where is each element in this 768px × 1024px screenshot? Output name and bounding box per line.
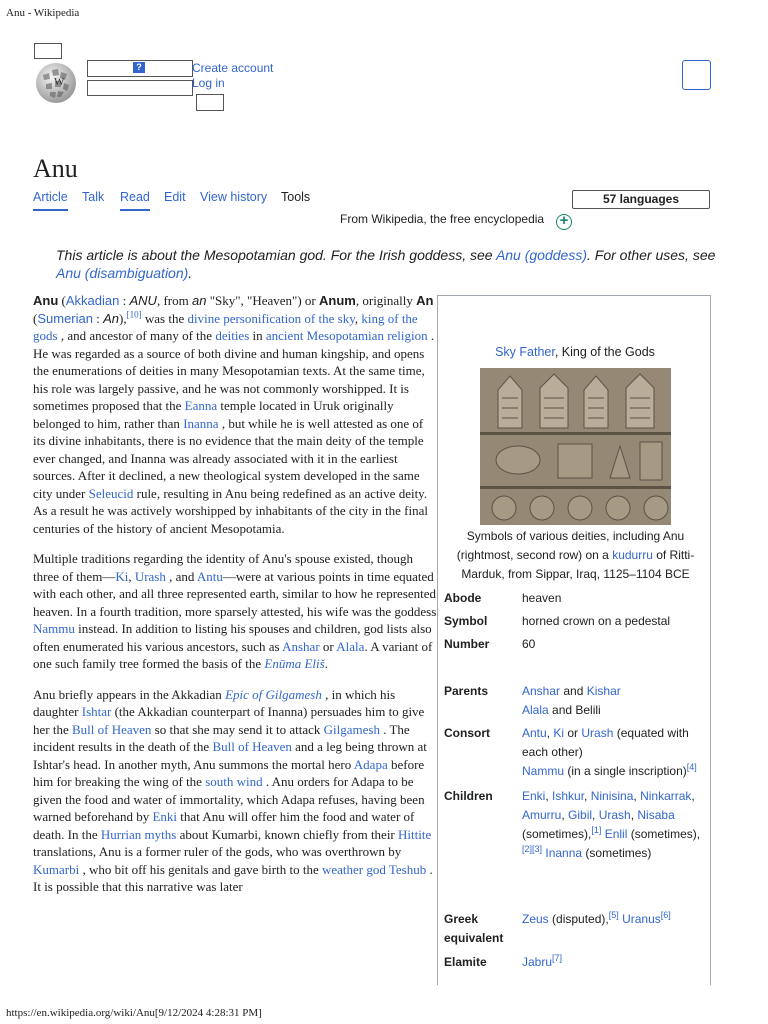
text: —were at various points in time equated with each other, and all three represented earth, similar to how he represented heaven. In a fourth tradition, more sparsely attested, his wife was the goddess: [33, 568, 437, 619]
text: . It is possible that this narrative was later: [33, 861, 433, 894]
infobox-subtitle: [438, 345, 712, 359]
text: and a leg being thrown at Ishtar's head. In another myth, Anu summons the mortal hero: [33, 739, 427, 772]
link-ki[interactable]: Ki: [553, 726, 565, 740]
text: Multiple traditions regarding the identity of Anu's spouse existed, though three of them—: [33, 551, 414, 584]
infobox-row-parents: [444, 682, 706, 722]
link-kumarbi[interactable]: Kumarbi: [33, 861, 80, 877]
text: Anu briefly appears in the Akkadian: [33, 686, 226, 702]
infobox: [437, 295, 711, 985]
link-bull-of-heaven[interactable]: Bull of Heaven: [71, 721, 152, 737]
text: , in which his daughter: [33, 686, 396, 719]
link-amurru[interactable]: Amurru: [522, 808, 562, 822]
infobox-label: Children: [444, 789, 493, 803]
main-menu-button[interactable]: [34, 43, 62, 59]
link-urash[interactable]: Urash: [134, 568, 166, 584]
text: (sometimes),: [522, 827, 592, 841]
text: (disputed),: [548, 912, 609, 926]
hatnote-text: .: [188, 265, 193, 281]
infobox-value: horned crown on a pedestal: [522, 614, 671, 628]
search-field[interactable]: [87, 80, 193, 96]
link-akkadian[interactable]: Akkadian: [65, 293, 120, 308]
link-enlil[interactable]: Enlil: [604, 827, 628, 841]
text: in: [249, 328, 266, 343]
infobox-value: [522, 953, 706, 972]
infobox-value: heaven: [522, 591, 562, 605]
link-religion[interactable]: ancient Mesopotamian religion: [265, 328, 428, 343]
infobox-value: [522, 682, 706, 720]
link-ki[interactable]: Ki: [115, 568, 129, 584]
kudurru-image[interactable]: [480, 368, 671, 525]
link-nisaba[interactable]: Nisaba: [637, 808, 675, 822]
search-icon[interactable]: ?: [133, 62, 145, 73]
page-title: Anu: [33, 154, 78, 183]
link-king-of-gods[interactable]: king of the gods: [33, 310, 418, 343]
link-antu[interactable]: Antu: [522, 726, 547, 740]
text: , originally: [355, 293, 417, 308]
text: ,: [546, 726, 554, 740]
reference-link[interactable]: [1]: [591, 825, 602, 835]
reference-link[interactable]: [2][3]: [522, 844, 543, 854]
text: instead. In addition to listing his spouses and children, god lists also often enumerated his various ancestors, such as: [33, 621, 432, 654]
link-ishkur[interactable]: Ishkur: [552, 789, 585, 803]
link-kudurru[interactable]: kudurru: [612, 548, 653, 562]
tab-read[interactable]: Read: [120, 190, 150, 211]
text: translations, Anu is a former ruler of the gods, who was overthrown by: [33, 844, 402, 859]
text: before him for breaking the wing of the: [33, 756, 425, 789]
link-south-wind[interactable]: south wind: [205, 774, 263, 789]
text: (the Akkadian counterpart of Inanna) persuades him to give her the: [33, 704, 425, 737]
infobox-row-elamite: [444, 953, 706, 972]
hatnote: [56, 246, 716, 282]
paragraph: Anu (Akkadian : ANU, from an "Sky", "Heaven") or Anum, originally An (Sumerian : An),[10] was the divine personification of the sky, king of the gods , and ancestor of many of the deities in ancient Mesopotamian religion . He was regarded as a source of both divine and human kingship, and opens the enumerations of deities in many Mesopotamian texts. At the same time, his role was largely passive, and he was not commonly worshipped. It is sometimes proposed that the Eanna temple located in Uruk originally belonged to him, rather than Inanna , but while he is well attested as one of its divine inhabitants, there is no evidence that the main deity of the temple ever changed, and Inanna was already associated with it in the earliest sources. After it declined, a new theological system developed in the same city under Seleucid rule, resulting in Anu being redefined as an active deity. As a result he was actively worshipped by inhabitants of the city in the final centuries of the history of ancient Mesopotamia.: [33, 293, 435, 536]
bold-term: An: [416, 293, 434, 308]
italic-term: ANU: [129, 293, 157, 308]
italic-term: an: [191, 293, 207, 308]
link-enuma-elish[interactable]: Enūma Eliš: [264, 656, 325, 671]
link-ninkarrak[interactable]: Ninkarrak: [640, 789, 692, 803]
hatnote-text: This article is about the Mesopotamian god. For the Irish goddess, see: [56, 247, 496, 263]
infobox-value: [522, 724, 706, 781]
link-zeus[interactable]: Zeus: [522, 912, 549, 926]
personal-tools-button[interactable]: [196, 94, 224, 111]
text: was the: [141, 310, 188, 326]
link-gilgamesh[interactable]: Gilgamesh: [323, 721, 380, 737]
link-weather-god[interactable]: weather god: [321, 861, 386, 877]
caption-text: Symbols of various deities, including Anu (rightmost, second row) on a: [456, 529, 685, 562]
text: temple located in Uruk originally belonged to him, rather than: [33, 398, 394, 431]
infobox-value: [522, 910, 706, 929]
link-sky-father[interactable]: Sky Father: [495, 345, 555, 359]
reference-link[interactable]: [7]: [552, 953, 563, 963]
reference-link[interactable]: [5]: [608, 910, 619, 920]
infobox-label: Abode: [444, 591, 482, 605]
languages-button[interactable]: 57 languages: [572, 190, 710, 209]
text: . Anu orders for Adapa to be given the food and water of immortality, which Adapa refuses, having been warned beforehand by: [33, 774, 425, 824]
link-kishar[interactable]: Kishar: [586, 684, 621, 698]
text: (: [33, 310, 38, 326]
hatnote-text: . For other uses, see: [587, 247, 716, 263]
link-inanna[interactable]: Inanna: [545, 846, 583, 860]
link-deities[interactable]: deities: [215, 328, 250, 343]
image-caption: [448, 527, 703, 584]
text: and Belili: [548, 703, 601, 717]
infobox-label: Elamite: [444, 955, 487, 969]
link-alala[interactable]: Alala: [336, 638, 365, 654]
infobox-subtitle-text: , King of the Gods: [554, 345, 655, 359]
link-alala[interactable]: Alala: [522, 703, 549, 717]
link-bull-of-heaven[interactable]: Bull of Heaven: [212, 739, 292, 754]
caption-text: of Ritti-Marduk, from Sippar, Iraq, 1125–1104 BCE: [461, 548, 695, 581]
text: and: [560, 684, 587, 698]
text: ,: [354, 310, 362, 326]
tab-talk[interactable]: Talk: [82, 190, 105, 204]
tab-article[interactable]: Article: [33, 190, 68, 211]
link-epic-of-gilgamesh[interactable]: Epic of Gilgamesh: [225, 686, 322, 702]
wikipedia-logo[interactable]: [33, 61, 79, 105]
link-hurrian-myths[interactable]: Hurrian myths: [100, 826, 177, 842]
infobox-value: Enki, Ishkur, Ninisina, Ninkarrak, Amurru, Gibil, Urash, Nisaba (sometimes),[1] Enlil (sometimes),[2][3] Inanna (sometimes): [522, 789, 701, 860]
link-eanna[interactable]: Eanna: [184, 398, 218, 413]
log-in-link[interactable]: Log in: [192, 76, 225, 90]
link-nammu[interactable]: Nammu: [33, 621, 75, 636]
reference-link[interactable]: [10]: [126, 309, 142, 320]
text: , who bit off his genitals and gave birth to the: [79, 861, 322, 877]
document-title: Anu - Wikipedia: [6, 7, 80, 19]
text: . The incident results in the death of the: [33, 721, 410, 754]
text: ,: [128, 568, 135, 584]
link-seleucid[interactable]: Seleucid: [88, 485, 134, 501]
text: (equated with each other): [522, 726, 689, 759]
document-url: https://en.wikipedia.org/wiki/Anu[9/12/2024 4:28:31 PM]: [6, 1007, 262, 1019]
text: that Anu will offer him the food and water of death. In the: [33, 809, 415, 842]
paragraph: [33, 550, 438, 673]
user-menu-button[interactable]: [682, 60, 711, 90]
text: , and: [165, 568, 197, 584]
infobox-row-greek: [444, 910, 706, 950]
infobox-label: Parents: [444, 684, 489, 698]
tagline: From Wikipedia, the free encyclopedia: [340, 212, 545, 226]
text: about Kumarbi, known chiefly from their: [176, 826, 399, 842]
article-body: [33, 292, 438, 909]
bold-term: Anum: [319, 293, 356, 308]
tab-tools[interactable]: Tools: [281, 190, 311, 204]
infobox-row-children: [444, 787, 706, 883]
text: .: [324, 656, 328, 671]
hatnote-link-goddess[interactable]: Anu (goddess): [495, 247, 587, 263]
link-urash[interactable]: Urash: [598, 808, 631, 822]
link-urash[interactable]: Urash: [581, 726, 614, 740]
infobox-label: Symbol: [444, 614, 488, 628]
text: (sometimes),: [630, 827, 701, 841]
plus-icon[interactable]: +: [556, 214, 572, 230]
link-jabru[interactable]: Jabru: [522, 955, 553, 969]
italic-term: An: [103, 310, 120, 326]
link-nammu[interactable]: Nammu: [522, 764, 565, 778]
text: (sometimes): [585, 846, 652, 860]
reference-link[interactable]: [6]: [660, 910, 671, 920]
infobox-row-abode: [444, 589, 706, 608]
infobox-label: Number: [444, 637, 490, 651]
text: (in a single inscription): [564, 764, 687, 778]
text: or: [564, 726, 582, 740]
text: so that she may send it to attack: [151, 721, 324, 737]
link-adapa[interactable]: Adapa: [353, 756, 388, 772]
svg-text:W: W: [54, 76, 65, 88]
infobox-label: Greek equivalent: [444, 912, 504, 945]
link-enki[interactable]: Enki: [522, 789, 546, 803]
text: ),: [119, 310, 127, 326]
text: , but while he is well attested as one of its divine inhabitants, there is no evidence that the main deity of the temple ever changed, and Inanna was already associated with it in the earliest sources. After it declined, a new theological system developed in the same city under: [33, 415, 424, 501]
infobox-row-number: [444, 635, 706, 654]
bold-term: Anu: [33, 293, 59, 308]
tab-edit[interactable]: Edit: [164, 190, 186, 204]
link-divine-personification[interactable]: divine personification of the sky: [187, 310, 355, 326]
text: or: [319, 638, 337, 654]
infobox-label: Consort: [444, 726, 490, 740]
link-anshar[interactable]: Anshar: [522, 684, 561, 698]
text: "Sky", "Heaven") or: [206, 293, 320, 308]
reference-link[interactable]: [4]: [686, 762, 697, 772]
text: :: [119, 293, 130, 308]
tab-view-history[interactable]: View history: [200, 190, 268, 204]
infobox-row-symbol: [444, 612, 706, 631]
link-uranus[interactable]: Uranus: [622, 912, 661, 926]
text: , and ancestor of many of the: [57, 328, 216, 343]
text: . He was regarded as a source of both divine and human kingship, and opens the enumerations of deities in many Mesopotamian texts. At the same time, his role was largely passive, and he was not commonly worshipped. It is sometimes proposed that the: [33, 328, 435, 413]
infobox-value: 60: [522, 637, 536, 651]
link-sumerian[interactable]: Sumerian: [37, 310, 93, 326]
text: . A variant of one such family tree formed the basis of the: [33, 638, 433, 671]
create-account-link[interactable]: Create account: [192, 61, 274, 75]
link-hittite[interactable]: Hittite: [398, 826, 432, 842]
link-ninisina[interactable]: Ninisina: [590, 789, 634, 803]
link-anshar[interactable]: Anshar: [282, 638, 320, 654]
link-gibil[interactable]: Gibil: [568, 808, 593, 822]
hatnote-link-disambiguation[interactable]: Anu (disambiguation): [56, 265, 189, 281]
paragraph: [33, 686, 438, 896]
link-ishtar[interactable]: Ishtar: [81, 704, 112, 719]
text: rule, resulting in Anu being redefined as an active deity. As a result he was actively worshipped by inhabitants of the city in the final centuries of the history of ancient Mesopotamia.: [33, 485, 428, 536]
text: :: [92, 310, 104, 326]
link-inanna[interactable]: Inanna: [183, 415, 219, 431]
text: , from: [156, 293, 192, 308]
link-enki[interactable]: Enki: [152, 809, 178, 824]
link-antu[interactable]: Antu: [196, 568, 223, 584]
infobox-row-consort: [444, 724, 706, 782]
link-teshub[interactable]: Teshub: [388, 861, 427, 877]
